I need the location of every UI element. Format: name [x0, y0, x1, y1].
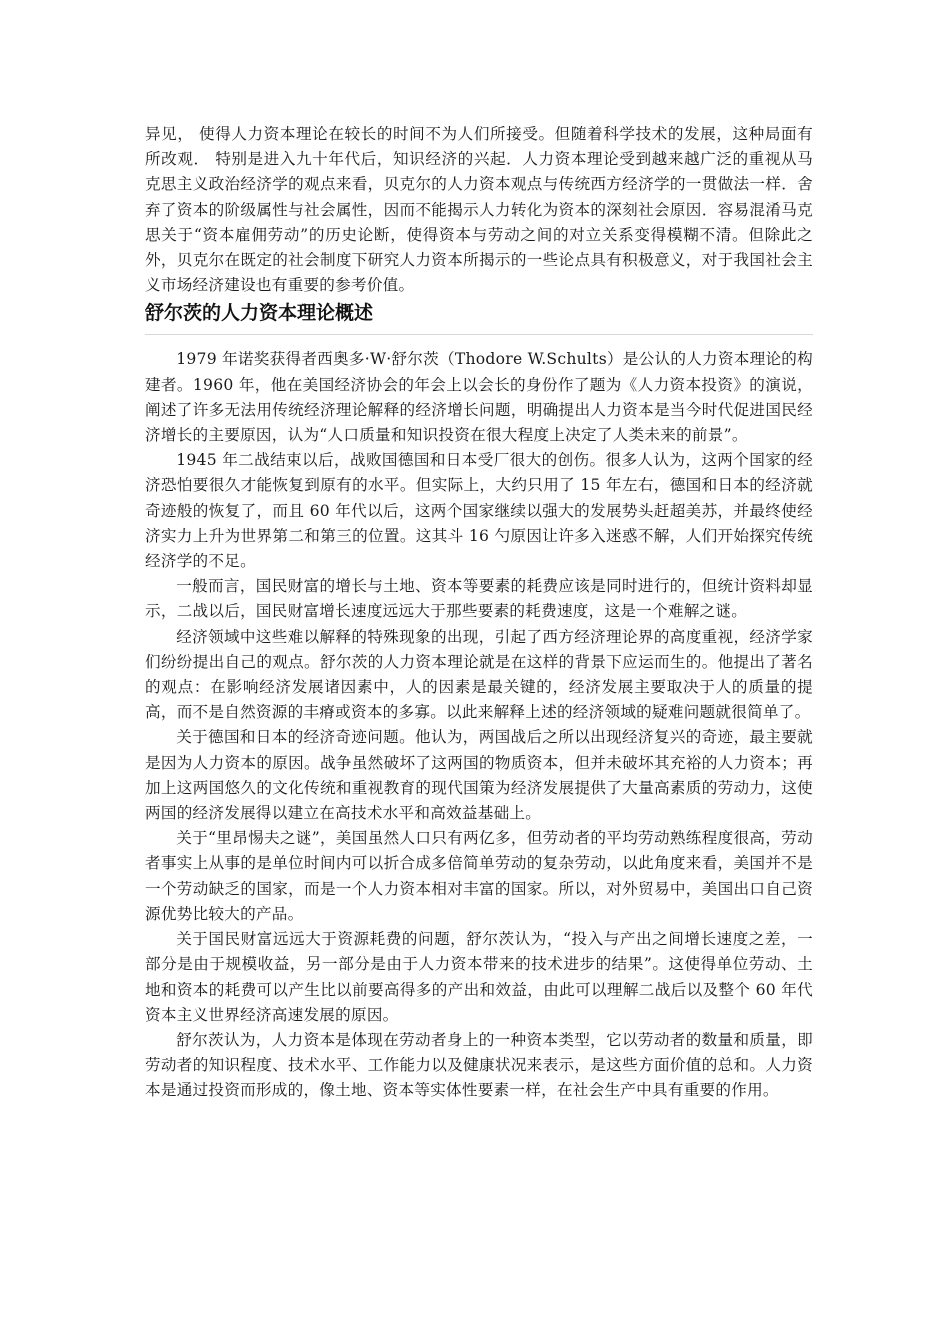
body-paragraph-8: 舒尔茨认为，人力资本是体现在劳动者身上的一种资本类型，它以劳动者的数量和质量，即劳动者的知识程度、技术水平、工作能力以及健康状况来表示，是这些方面价值的总和。人力资本是通过投资而形成的，像土地、资本等实体性要素一样，在社会生产中具有重要的作用。 [145, 1030, 813, 1100]
body-paragraph-2: 1945 年二战结束以后，战败国德国和日本受厂很大的创伤。很多人认为，这两个国家的经济恐怕要很久才能恢复到原有的水平。但实际上，大约只用了 15 年左右，德国和日本的经济就奇迹般的恢复了，而且 60 年代以后，这两个国家继续以强大的发展势头赶超美苏，并最终使经济实力上升为世界第二和第三的位置。这其斗 16 勺原因让许多入迷惑不解，人们开始探究传统经济学的不足。 [145, 451, 813, 571]
body-paragraph-5: 关于德国和日本的经济奇迹问题。他认为，两国战后之所以出现经济复兴的奇迹，最主要就是因为人力资本的原因。战争虽然破坏了这两国的物质资本，但并未破坏其充裕的人力资本；再加上这两国悠久的文化传统和重视教育的现代国策为经济发展提供了大量高素质的劳动力，这使两国的经济发展得以建立在高技术水平和高效益基础上。 [145, 728, 813, 823]
section-heading: 舒尔茨的人力资本理论概述 [145, 298, 813, 335]
body-paragraph-1: 1979 年诺奖获得者西奥多·W·舒尔茨（Thodore W.Schults）是公认的人力资本理论的构建者。1960 年，他在美国经济协会的年会上以会长的身份作了题为《人力资本投资》的演说，阐述了许多无法用传统经济理论解释的经济增长问题，明确提出人力资本是当今时代促进国民经济增长的主要原因，认为“人口质量和知识投资在很大程度上决定了人类未来的前景”。 [145, 350, 813, 445]
body-paragraph-4: 经济领域中这些难以解释的特殊现象的出现，引起了西方经济理论界的高度重视，经济学家们纷纷提出自己的观点。舒尔茨的人力资本理论就是在这样的背景下应运而生的。他提出了著名的观点：在影响经济发展诸因素中，人的因素是最关键的，经济发展主要取决于人的质量的提高，而不是自然资源的丰瘠或资本的多寡。以此来解释上述的经济领域的疑难问题就很简单了。 [145, 627, 813, 722]
document-page [145, 122, 813, 1104]
body-paragraph-6: 关于“里昂惕夫之谜”，美国虽然人口只有两亿多，但劳动者的平均劳动熟练程度很高，劳动者事实上从事的是单位时间内可以折合成多倍简单劳动的复杂劳动，以此角度来看，美国并不是一个劳动缺乏的国家，而是一个人力资本相对丰富的国家。所以，对外贸易中，美国出口自己资源优势比较大的产品。 [145, 829, 813, 923]
body-paragraph-7: 关于国民财富远远大于资源耗费的问题，舒尔茨认为，“投入与产出之间增长速度之差，一部分是由于规模收益，另一部分是由于人力资本带来的技术进步的结果”。这使得单位劳动、土地和资本的耗费可以产生比以前要高得多的产出和效益，由此可以理解二战后以及整个 60 年代资本主义世界经济高速发展的原因。 [145, 930, 813, 1024]
body-paragraph-3: 一般而言，国民财富的增长与土地、资本等要素的耗费应该是同时进行的，但统计资料却显示，二战以后，国民财富增长速度远远大于那些要素的耗费速度，这是一个难解之谜。 [145, 577, 813, 621]
intro-paragraph: 异见， 使得人力资本理论在较长的时间不为人们所接受。但随着科学技术的发展，这种局面有所改观． 特别是进入九十年代后，知识经济的兴起．人力资本理论受到越来越广泛的重视从马克思主义政治经济学的观点来看，贝克尔的人力资本观点与传统西方经济学的一贯做法一样．舍弃了资本的阶级属性与社会属性，因而不能揭示人力转化为资本的深刻社会原因．容易混淆马克思关于“资本雇佣劳动”的历史论断，使得资本与劳动之间的对立关系变得模糊不清。但除此之外，贝克尔在既定的社会制度下研究人力资本所揭示的一些论点具有积极意义，对于我国社会主义市场经济建设也有重要的参考价值。 [145, 125, 813, 295]
